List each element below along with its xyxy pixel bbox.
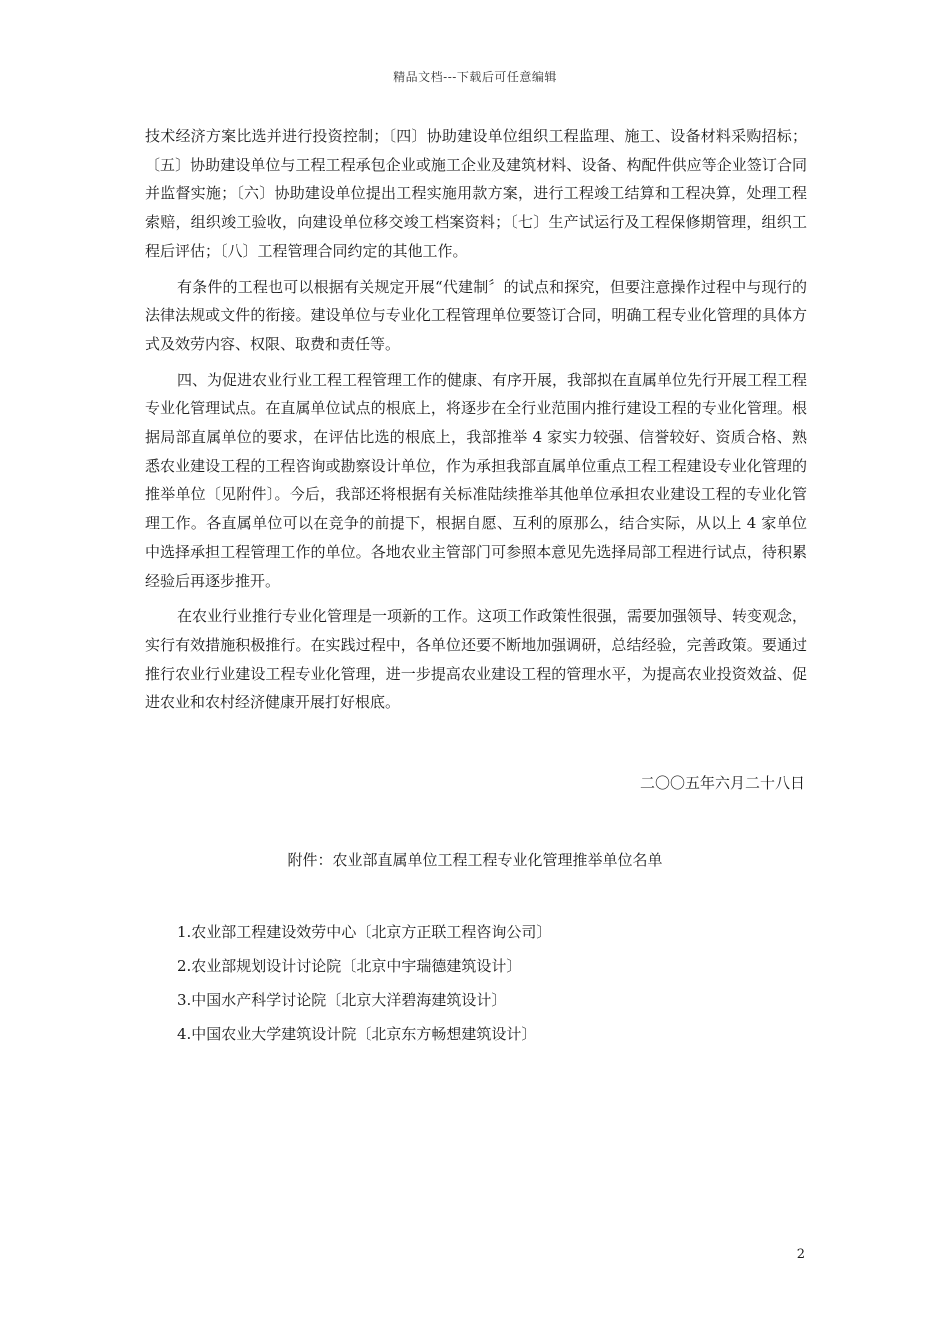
attachment-title: 附件：农业部直属单位工程工程专业化管理推举单位名单 — [287, 851, 663, 869]
attachment-item-2: 2.农业部规划设计讨论院〔北京中宇瑞德建筑设计〕 — [177, 957, 522, 975]
attachment-item-1: 1.农业部工程建设效劳中心〔北京方正联工程咨询公司〕 — [177, 923, 552, 941]
paragraph-gap — [145, 595, 807, 602]
attachment-list — [177, 920, 551, 1056]
attachment-item-3: 3.中国水产科学讨论院〔北京大洋碧海建筑设计〕 — [177, 991, 507, 1009]
body-paragraph-1: 技术经济方案比选并进行投资控制；〔四〕协助建设单位组织工程监理、施工、设备材料采购招标；〔五〕协助建设单位与工程工程承包企业或施工企业及建筑材料、设备、构配件供应等企业签订合同并监督实施；〔六〕协助建设单位提出工程实施用款方案，进行工程竣工结算和工程决算，处理工程索赔，组织竣工验收，向建设单位移交竣工档案资料；〔七〕生产试运行及工程保修期管理，组织工程后评估；〔八〕工程管理合同约定的其他工作。 — [145, 127, 807, 260]
body-paragraph-4: 在农业行业推行专业化管理是一项新的工作。这项工作政策性很强，需要加强领导、转变观念，实行有效措施积极推行。在实践过程中，各单位还要不断地加强调研，总结经验，完善政策。要通过推行农业行业建设工程专业化管理，进一步提高农业建设工程的管理水平，为提高农业投资效益、促进农业和农村经济健康开展打好根底。 — [145, 607, 808, 712]
paragraph-gap — [145, 266, 807, 273]
paragraph-gap — [145, 359, 807, 366]
page-header: 精品文档---下载后可任意编辑 — [393, 70, 557, 84]
page-number: 2 — [796, 1247, 805, 1262]
document-body — [145, 122, 807, 717]
body-paragraph-3: 四、为促进农业行业工程工程管理工作的健康、有序开展，我部拟在直属单位先行开展工程工程专业化管理试点。在直属单位试点的根底上，将逐步在全行业范围内推行建设工程的专业化管理。根据局部直属单位的要求，在评估比选的根底上，我部推举 4 家实力较强、信誉较好、资质合格、熟悉农业建设工程的工程咨询或勘察设计单位，作为承担我部直属单位重点工程工程建设专业化管理的推举单位〔见附件〕。今后，我部还将根据有关标准陆续推举其他单位承担农业建设工程的专业化管理工作。各直属单位可以在竞争的前提下，根据自愿、互利的原那么，结合实际，从以上 4 家单位中选择承担工程管理工作的单位。各地农业主管部门可参照本意见先选择局部工程进行试点，待积累经验后再逐步推开。 — [145, 370, 808, 590]
body-paragraph-2: 有条件的工程也可以根据有关规定开展“代建制〞的试点和探究，但要注意操作过程中与现行的法律法规或文件的衔接。建设单位与专业化工程管理单位要签订合同，明确工程专业化管理的具体方式及效劳内容、权限、取费和责任等。 — [145, 277, 807, 353]
attachment-item-4: 4.中国农业大学建筑设计院〔北京东方畅想建筑设计〕 — [177, 1025, 537, 1043]
document-date: 二〇〇五年六月二十八日 — [639, 774, 805, 792]
